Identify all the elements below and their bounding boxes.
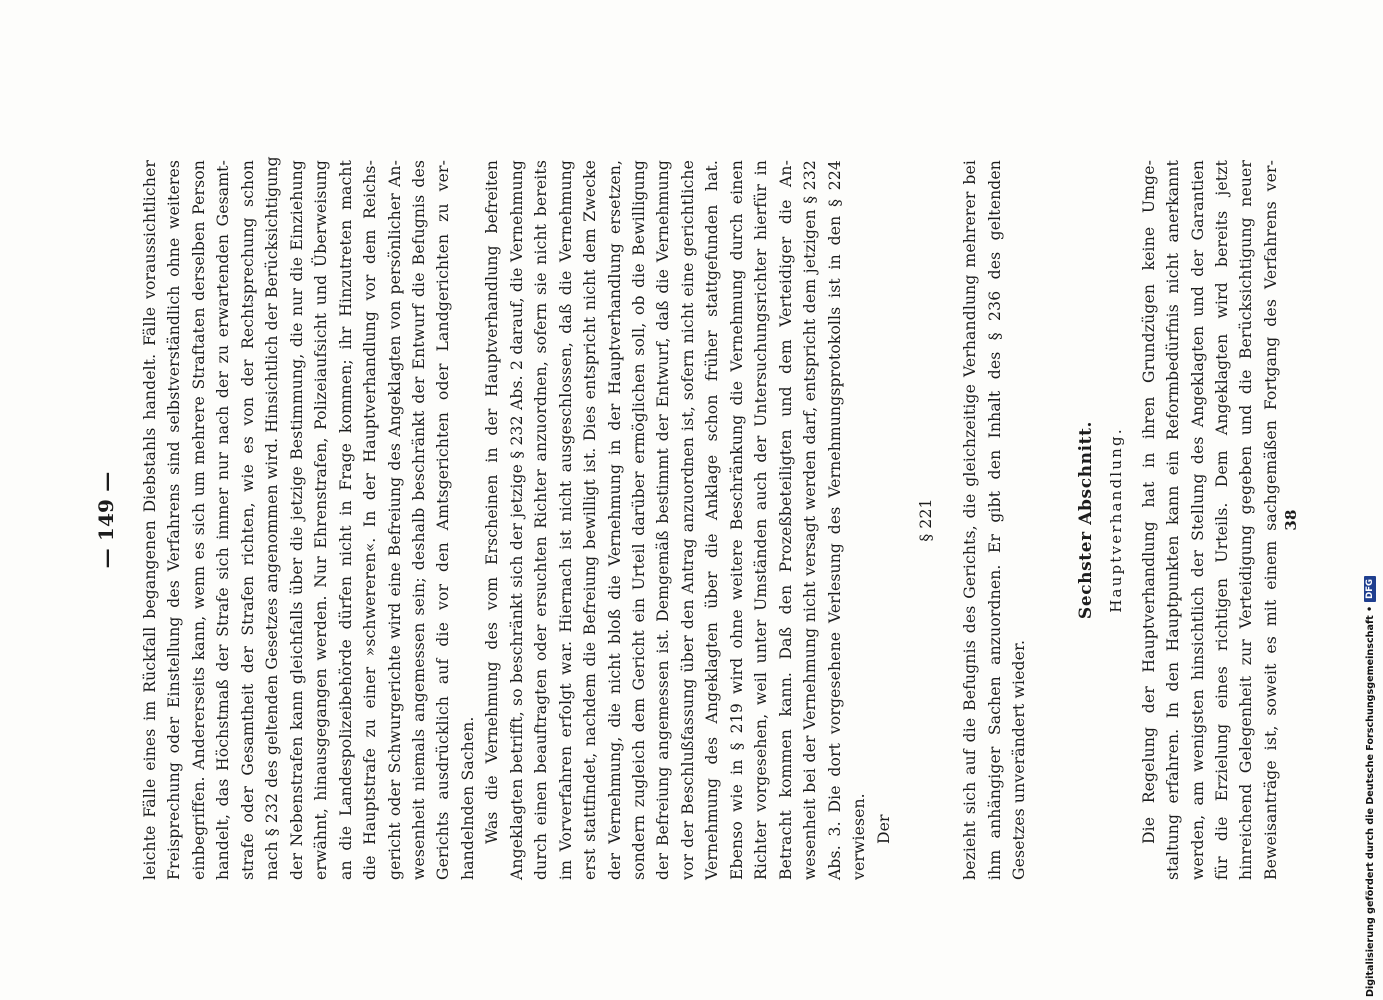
body-line: der Vernehmung, die nicht bloß die Vernehmung in der Hauptverhandlung ersetzen,	[605, 160, 624, 880]
body-line: Abs. 3. Die dort vorgesehene Verlesung des Vernehmungsprotokolls ist in den § 224	[825, 160, 844, 880]
body-line: gericht oder Schwurgerichte wird eine Befreiung des Angeklagten von persönlicher An-	[385, 160, 404, 880]
credit-text: Digitalisierung gefördert durch die Deutsche Forschungsgemeinschaft •	[1364, 605, 1376, 997]
body-line: vor der Beschlußfassung über den Antrag anzuordnen ist, sofern nicht eine gerichtliche	[678, 160, 697, 880]
body-line: Was die Vernehmung des vom Erscheinen in der Hauptverhandlung befreiten	[483, 160, 502, 844]
body-line: nach § 232 des geltenden Gesetzes angenommen wird. Hinsichtlich der Berücksichtigung	[263, 156, 282, 880]
body-line: Vernehmung des Angeklagten über die Anklage schon früher stattgefunden hat.	[703, 160, 722, 880]
body-line: wesenheit bei der Vernehmung nicht versagt werden darf, entspricht dem jetzigen § 232	[801, 160, 820, 880]
chapter-title: Sechster Abschnitt.	[1075, 420, 1096, 620]
body-line: der Nebenstrafen kann gleichfalls über die jetzige Bestimmung, die nur die Einziehung	[287, 160, 306, 880]
body-line: Die Regelung der Hauptverhandlung hat in ihren Grundzügen keine Umge-	[1139, 160, 1158, 844]
body-line: einbegriffen. Andererseits kann, wenn es sich um mehrere Straftaten derselben Person	[189, 160, 208, 880]
body-line: Beweisanträge ist, soweit es mit einem sachgemäßen Fortgang des Verfahrens ver-	[1261, 160, 1280, 880]
body-line: durch einen beauftragten oder ersuchten Richter anzuordnen, sofern sie nicht bereits	[532, 160, 551, 880]
rotated-text-frame	[94, 156, 1301, 880]
body-line: Freisprechung oder Einstellung des Verfahrens sind selbstverständlich ohne weiteres	[165, 160, 184, 880]
body-line: die Hauptstrafe zu einer »schwereren«. In der Hauptverhandlung vor dem Reichs-	[361, 160, 380, 880]
digitization-credit	[1364, 576, 1376, 997]
body-line: der Befreiung angemessen ist. Demgemäß bestimmt der Entwurf, daß die Vernehmung	[654, 160, 673, 880]
body-line: erwähnt, hinausgegangen werden. Nur Ehrenstrafen, Polizeiaufsicht und Überweisung	[312, 160, 331, 880]
body-line: bezieht sich auf die Befugnis des Gerichts, die gleichzeitige Verhandlung mehrerer bei	[961, 160, 980, 880]
body-line: Ebenso wie in § 219 wird ohne weitere Beschränkung die Vernehmung durch einen	[727, 160, 746, 880]
body-line: an die Landespolizeibehörde dürfen nicht in Frage kommen; ihr Hinzutreten macht	[336, 160, 355, 880]
body-line: verwiesen.	[850, 793, 869, 880]
body-line: Angeklagten betrifft, so beschränkt sich der jetzige § 232 Abs. 2 darauf, die Vernehmung	[507, 160, 526, 880]
body-line: Gesetzes unverändert wieder.	[1010, 639, 1029, 880]
body-line: für die Erzielung eines richtigen Urteils. Dem Angeklagten wird bereits jetzt	[1213, 160, 1231, 880]
body-line: Betracht kommen kann. Daß den Prozeßbeteiligten und dem Verteidiger die An-	[776, 160, 795, 880]
body-line: Gerichts ausdrücklich auf die vor den Amtsgerichten oder Landgerichten zu ver-	[434, 160, 453, 880]
body-line: sondern zugleich dem Gericht ein Urteil darüber ermöglichen soll, ob die Bewilligung	[630, 160, 648, 880]
body-line: handelt, das Höchstmaß der Strafe sich immer nur nach der zu erwartenden Gesamt-	[214, 160, 233, 880]
body-line: erst stattfindet, nachdem die Befreiung bewilligt ist. Dies entspricht nicht dem Zwecke	[581, 160, 600, 880]
body-line: staltung erfahren. In den Hauptpunkten kann ein Reformbedürfnis nicht anerkannt	[1164, 160, 1183, 880]
page-header: — 149 —	[94, 471, 118, 569]
body-line: im Vorverfahren erfolgt war. Hiernach ist nicht ausgeschlossen, daß die Vernehmung	[556, 160, 575, 880]
chapter-subtitle: Hauptverhandlung.	[1107, 427, 1126, 613]
body-line: ihm anhängiger Sachen anzuordnen. Er gibt den Inhalt des § 236 des geltenden	[985, 160, 1004, 880]
body-line: strafe oder Gesamtheit der Strafen richten, wie es von der Rechtsprechung schon	[238, 160, 257, 880]
sheet-signature: 38	[1282, 509, 1301, 531]
body-line: wesenheit niemals angemessen sein; deshalb beschränkt der Entwurf die Befugnis des	[409, 160, 428, 880]
section-label: Der	[874, 814, 893, 844]
paragraph-number: § 221	[916, 498, 935, 542]
body-line: hinreichend Gelegenheit zur Verteidigung gegeben und die Berücksichtigung neuer	[1237, 160, 1256, 880]
body-line: leichte Fälle eines im Rückfall begangenen Diebstahls handelt. Fälle voraussichtlicher	[141, 160, 159, 880]
body-line: Richter vorgesehen, weil unter Umständen auch der Untersuchungsrichter hierfür in	[752, 160, 771, 880]
dfg-logo: DFG	[1364, 576, 1376, 602]
body-line: handelnden Sachen.	[458, 716, 477, 880]
body-line: werden, am wenigsten hinsichtlich der Stellung des Angeklagten und der Garantien	[1188, 160, 1207, 880]
